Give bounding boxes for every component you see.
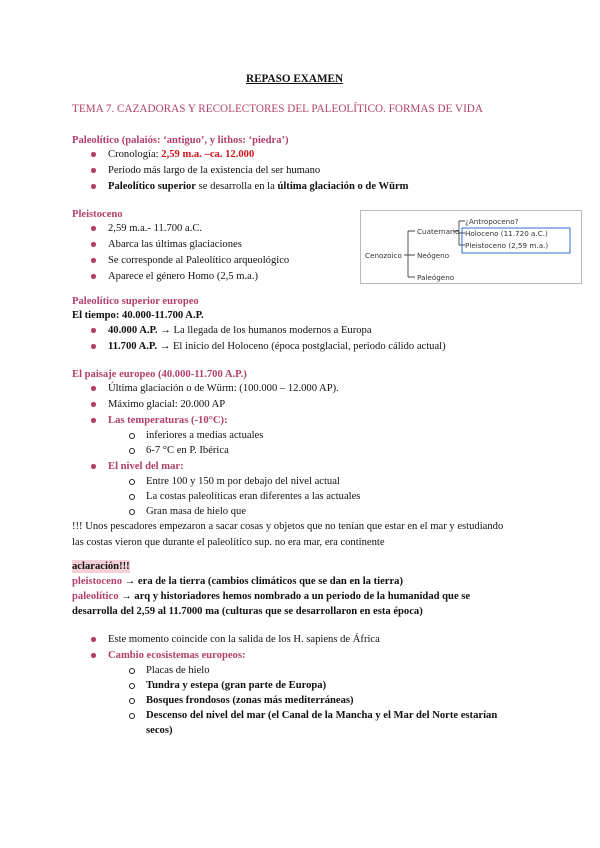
diagram-holoceno: Holoceno (11.720 a.C.) xyxy=(465,229,548,238)
sub-item: inferiores a medias actuales xyxy=(146,430,264,441)
bullet xyxy=(91,168,96,173)
diagram-paleogeno: Paleógeno xyxy=(417,273,455,282)
diagram-pleistoceno: Pleistoceno (2,59 m.a.) xyxy=(465,241,549,250)
note-line: !!! Unos pescadores empezaron a sacar cosas y objetos que no tenían que estar en el mar y estudiando xyxy=(72,521,504,532)
list-item: Máximo glacial: 20.000 AP xyxy=(108,399,226,410)
diagram-cuaternario: Cuaternario xyxy=(417,227,460,236)
sub-bullet xyxy=(129,713,135,719)
bullet xyxy=(91,344,96,349)
list-item: Abarca las últimas glaciaciones xyxy=(108,239,242,250)
bullet xyxy=(91,226,96,231)
bullet xyxy=(91,637,96,642)
bullet xyxy=(91,418,96,423)
diagram-antropoceno: ¿Antropoceno? xyxy=(465,217,519,226)
sub-item: Tundra y estepa (gran parte de Europa) xyxy=(146,680,327,691)
sub-item: Entre 100 y 150 m por debajo del nivel actual xyxy=(146,476,340,487)
pleistoceno-heading: Pleistoceno xyxy=(72,209,123,220)
sub-bullet xyxy=(129,683,135,689)
temperaturas-label: Las temperaturas (-10°C): xyxy=(108,415,228,426)
list-item: 40.000 A.P. → La llegada de los humanos modernos a Europa xyxy=(108,325,372,336)
list-item: Paleolítico superior se desarrolla en la última glaciación o de Würm xyxy=(108,181,409,192)
sub-item: Bosques frondosos (zonas más mediterráneas) xyxy=(146,695,354,706)
superior-heading: Paleolítico superior europeo xyxy=(72,296,199,307)
bullet xyxy=(91,402,96,407)
bullet xyxy=(91,653,96,658)
sub-bullet xyxy=(129,448,135,454)
list-item: Aparece el género Homo (2,5 m.a.) xyxy=(108,271,259,282)
sub-item: 6-7 °C en P. Ibérica xyxy=(146,445,229,456)
list-item: Se corresponde al Paleolítico arqueológico xyxy=(108,255,290,266)
superior-tiempo: El tiempo: 40.000-11.700 A.P. xyxy=(72,310,204,321)
cambio-label: Cambio ecosistemas europeos: xyxy=(108,650,246,661)
geologic-diagram xyxy=(360,210,582,284)
sub-bullet xyxy=(129,698,135,704)
sub-bullet xyxy=(129,509,135,515)
list-item: 2,59 m.a.- 11.700 a.C. xyxy=(108,223,203,234)
bullet xyxy=(91,274,96,279)
list-item-cronologia: Cronología: 2,59 m.a. –ca. 12.000 xyxy=(108,149,255,160)
nivel-label: El nivel del mar: xyxy=(108,461,184,472)
aclaracion-line: pleistoceno → era de la tierra (cambios climáticos que se dan en la tierra) xyxy=(72,576,403,587)
paleolitico-heading: Paleolítico (palaiós: ‘antiguo’, y lithos: ‘piedra’) xyxy=(72,135,289,146)
aclaracion-label: aclaración!!! xyxy=(72,561,130,572)
sub-bullet xyxy=(129,668,135,674)
bullet xyxy=(91,242,96,247)
sub-bullet xyxy=(129,479,135,485)
list-item: 11.700 A.P. → El inicio del Holoceno (época postglacial, periodo cálido actual) xyxy=(108,341,446,352)
sub-item-cont: secos) xyxy=(146,725,173,736)
bullet xyxy=(91,258,96,263)
sub-item: La costas paleolíticas eran diferentes a las actuales xyxy=(146,491,361,502)
section-title: TEMA 7. CAZADORAS Y RECOLECTORES DEL PALEOLÍTICO. FORMAS DE VIDA xyxy=(72,103,483,115)
diagram-cenozoico: Cenozoico xyxy=(365,251,402,260)
sub-item: Descenso del nivel del mar (el Canal de la Mancha y el Mar del Norte estarían xyxy=(146,710,498,721)
diagram-neogeno: Neógeno xyxy=(417,251,450,260)
list-item: Última glaciación o de Würm: (100.000 – 12.000 AP). xyxy=(108,383,339,394)
sub-item: Placas de hielo xyxy=(146,665,210,676)
cronologia-value: 2,59 m.a. –ca. 12.000 xyxy=(161,149,255,160)
note-line: las costas vieron que durante el paleolítico sup. no era mar, era continente xyxy=(72,537,385,548)
paisaje-heading: El paisaje europeo (40.000-11.700 A.P.) xyxy=(72,369,247,380)
aclaracion-line: desarrolla del 2,59 al 11.7000 ma (culturas que se desarrollaron en esta época) xyxy=(72,606,423,617)
sub-bullet xyxy=(129,494,135,500)
bullet xyxy=(91,184,96,189)
bullet xyxy=(91,328,96,333)
sub-item: Gran masa de hielo que xyxy=(146,506,247,517)
sub-bullet xyxy=(129,433,135,439)
list-item: Este momento coincide con la salida de los H. sapiens de África xyxy=(108,634,380,645)
bullet xyxy=(91,386,96,391)
aclaracion-line: paleolítico → arq y historiadores hemos nombrado a un periodo de la humanidad que se xyxy=(72,591,471,602)
page-title: REPASO EXAMEN xyxy=(246,73,344,85)
bullet xyxy=(91,464,96,469)
bullet xyxy=(91,152,96,157)
list-item: Periodo más largo de la existencia del ser humano xyxy=(108,165,321,176)
